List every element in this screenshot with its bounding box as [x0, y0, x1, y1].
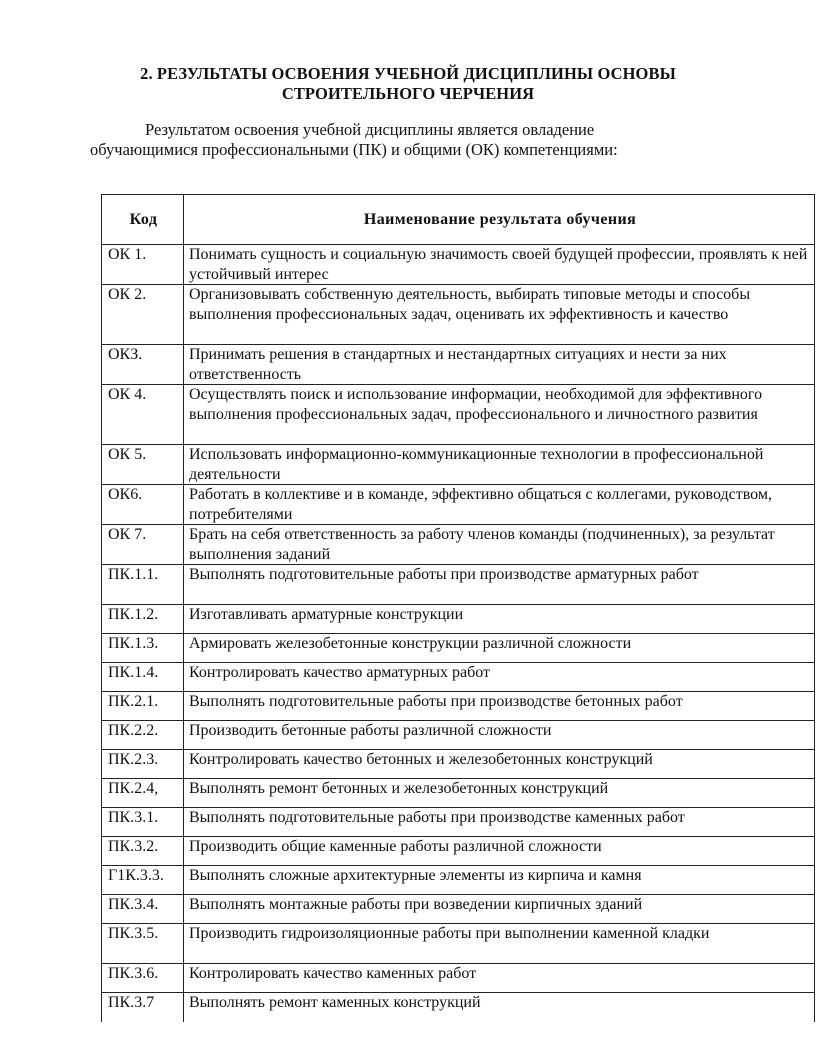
competence-description: Выполнять подготовительные работы при производстве арматурных работ	[184, 565, 815, 605]
competence-code: ПК.2.2.	[102, 721, 184, 750]
table-row	[102, 721, 815, 750]
competence-description: Выполнять подготовительные работы при производстве бетонных работ	[184, 692, 815, 721]
competence-description: Осуществлять поиск и использование информации, необходимой для эффективного выполнения профессиональных задач, профессионального и личностного развития	[184, 385, 815, 445]
competence-code: ПК.2.4,	[102, 779, 184, 808]
table-row	[102, 445, 815, 485]
competence-code: ПК.3.2.	[102, 837, 184, 866]
table-row	[102, 750, 815, 779]
competence-code: ПК.3.1.	[102, 808, 184, 837]
competence-code: Г1К.3.3.	[102, 866, 184, 895]
competence-description: Работать в коллективе и в команде, эффективно общаться с коллегами, руководством, потребителями	[184, 485, 815, 525]
column-header-code: Код	[102, 195, 184, 245]
table-row	[102, 692, 815, 721]
table-row	[102, 993, 815, 1022]
competence-code: ОК6.	[102, 485, 184, 525]
table-row	[102, 779, 815, 808]
competence-code: ПК.1.1.	[102, 565, 184, 605]
competence-code: ОК 5.	[102, 445, 184, 485]
competence-description: Организовывать собственную деятельность, выбирать типовые методы и способы выполнения профессиональных задач, оценивать их эффективность и качество	[184, 285, 815, 345]
table-row	[102, 964, 815, 993]
competence-code: ПК.1.3.	[102, 634, 184, 663]
competence-description: Понимать сущность и социальную значимость своей будущей профессии, проявлять к ней устойчивый интерес	[184, 245, 815, 285]
competence-code: ОКЗ.	[102, 345, 184, 385]
page-title	[0, 64, 816, 104]
intro-paragraph	[90, 120, 730, 160]
competence-code: ПК.2.1.	[102, 692, 184, 721]
column-header-name: Наименование результата обучения	[184, 195, 815, 245]
table-row	[102, 385, 815, 445]
table-row	[102, 895, 815, 924]
table-row	[102, 663, 815, 692]
competence-description: Изготавливать арматурные конструкции	[184, 605, 815, 634]
competence-description: Армировать железобетонные конструкции различной сложности	[184, 634, 815, 663]
competence-code: ПК.2.3.	[102, 750, 184, 779]
table-header-row	[102, 195, 815, 245]
competence-code: ОК 4.	[102, 385, 184, 445]
intro-line-1: Результатом освоения учебной дисциплины является овладение	[145, 120, 595, 139]
page-title-line-2: СТРОИТЕЛЬНОГО ЧЕРЧЕНИЯ	[281, 84, 535, 103]
table-row	[102, 285, 815, 345]
table-row	[102, 605, 815, 634]
competence-code: ПК.1.4.	[102, 663, 184, 692]
learning-results-table	[101, 194, 815, 1022]
table-row	[102, 924, 815, 964]
competence-description: Контролировать качество арматурных работ	[184, 663, 815, 692]
page-title-line-1: 2. РЕЗУЛЬТАТЫ ОСВОЕНИЯ УЧЕБНОЙ ДИСЦИПЛИНЫ ОСНОВЫ	[140, 64, 676, 83]
competence-description: Выполнять сложные архитектурные элементы из кирпича и камня	[184, 866, 815, 895]
competence-code: ОК 7.	[102, 525, 184, 565]
competence-description: Принимать решения в стандартных и нестандартных ситуациях и нести за них ответственность	[184, 345, 815, 385]
competence-description: Контролировать качество бетонных и железобетонных конструкций	[184, 750, 815, 779]
competence-code: ПК.1.2.	[102, 605, 184, 634]
competence-description: Выполнять ремонт бетонных и железобетонных конструкций	[184, 779, 815, 808]
table-row	[102, 565, 815, 605]
competence-code: ПК.3.5.	[102, 924, 184, 964]
table-row	[102, 245, 815, 285]
competence-description: Контролировать качество каменных работ	[184, 964, 815, 993]
competence-description: Производить бетонные работы различной сложности	[184, 721, 815, 750]
intro-line-2: обучающимися профессиональными (ПК) и общими (ОК) компетенциями:	[90, 140, 618, 159]
competence-description: Выполнять подготовительные работы при производстве каменных работ	[184, 808, 815, 837]
table-row	[102, 837, 815, 866]
competence-code: ОК 1.	[102, 245, 184, 285]
competence-description: Использовать информационно-коммуникационные технологии в профессиональной деятельности	[184, 445, 815, 485]
competence-code: ПК.3.7	[102, 993, 184, 1022]
table-row	[102, 634, 815, 663]
table-row	[102, 345, 815, 385]
competence-code: ОК 2.	[102, 285, 184, 345]
competence-description: Производить гидроизоляционные работы при выполнении каменной кладки	[184, 924, 815, 964]
table-row	[102, 808, 815, 837]
competence-description: Производить общие каменные работы различной сложности	[184, 837, 815, 866]
table-row	[102, 866, 815, 895]
competence-description: Выполнять ремонт каменных конструкций	[184, 993, 815, 1022]
competence-description: Брать на себя ответственность за работу членов команды (подчиненных), за результат выполнения заданий	[184, 525, 815, 565]
competence-description: Выполнять монтажные работы при возведении кирпичных зданий	[184, 895, 815, 924]
competence-code: ПК.3.4.	[102, 895, 184, 924]
table-row	[102, 525, 815, 565]
competence-code: ПК.3.6.	[102, 964, 184, 993]
table-row	[102, 485, 815, 525]
